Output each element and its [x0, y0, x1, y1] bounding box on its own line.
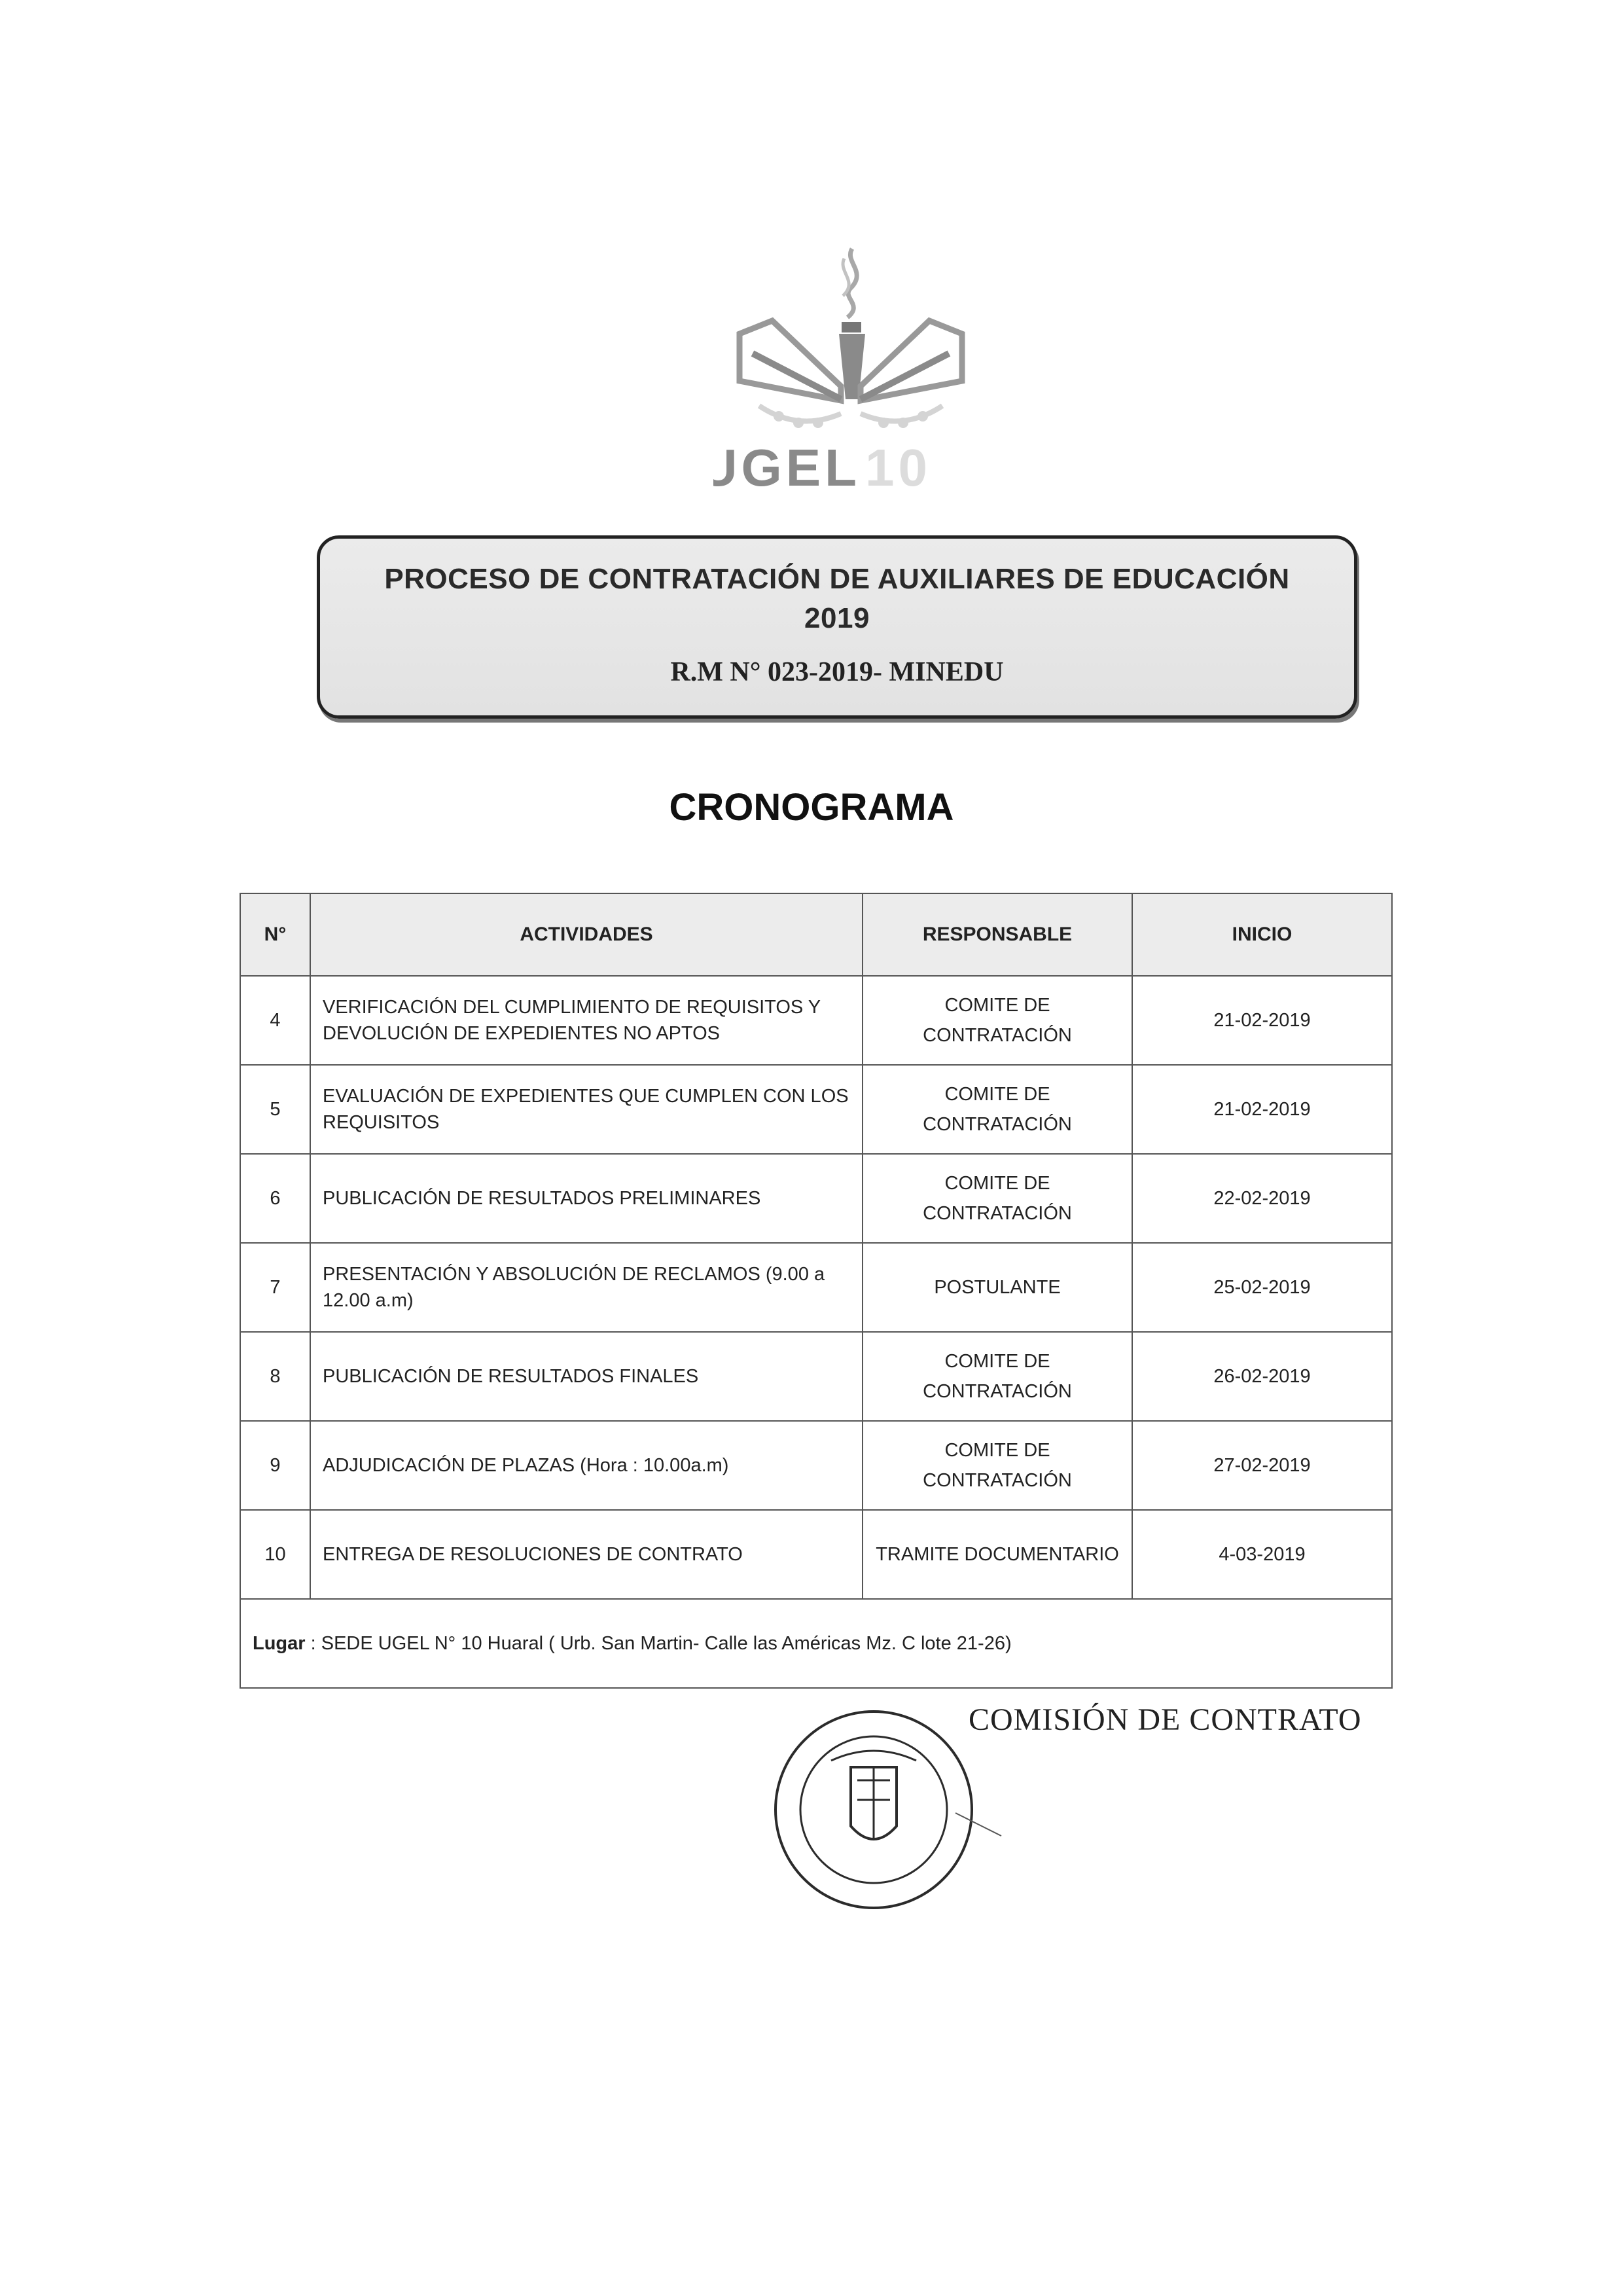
row-start-date: 4-03-2019 — [1132, 1510, 1392, 1599]
logo-text: UGEL — [713, 439, 861, 497]
ugel-logo — [713, 236, 988, 504]
row-start-date: 25-02-2019 — [1132, 1243, 1392, 1332]
row-activity: PRESENTACIÓN Y ABSOLUCIÓN DE RECLAMOS (9.00 a 12.00 a.m) — [310, 1243, 863, 1332]
banner-title — [320, 560, 1354, 638]
row-start-date: 21-02-2019 — [1132, 976, 1392, 1065]
place-value: : SEDE UGEL N° 10 Huaral ( Urb. San Martin- Calle las Américas Mz. C lote 21-26) — [310, 1632, 1012, 1654]
table-row — [240, 1243, 1392, 1332]
row-responsible: COMITE DE CONTRATACIÓN — [863, 1154, 1132, 1243]
row-number: 6 — [240, 1154, 310, 1243]
row-number: 7 — [240, 1243, 310, 1332]
schedule-table — [240, 893, 1393, 1689]
title-banner — [317, 535, 1357, 719]
row-responsible: COMITE DE CONTRATACIÓN — [863, 1332, 1132, 1421]
row-responsible: POSTULANTE — [863, 1243, 1132, 1332]
table-header-row — [240, 893, 1392, 976]
row-activity: VERIFICACIÓN DEL CUMPLIMIENTO DE REQUISITOS Y DEVOLUCIÓN DE EXPEDIENTES NO APTOS — [310, 976, 863, 1065]
row-start-date: 27-02-2019 — [1132, 1421, 1392, 1510]
table-row — [240, 1510, 1392, 1599]
row-number: 10 — [240, 1510, 310, 1599]
row-activity: PUBLICACIÓN DE RESULTADOS FINALES — [310, 1332, 863, 1421]
row-start-date: 22-02-2019 — [1132, 1154, 1392, 1243]
place-label: Lugar — [253, 1632, 306, 1654]
table-row — [240, 976, 1392, 1065]
row-responsible: COMITE DE CONTRATACIÓN — [863, 1065, 1132, 1154]
row-number: 4 — [240, 976, 310, 1065]
row-activity: ENTREGA DE RESOLUCIONES DE CONTRATO — [310, 1510, 863, 1599]
banner-title-year: 2019 — [804, 602, 870, 634]
column-header-responsible: RESPONSABLE — [863, 893, 1132, 976]
place-row — [240, 1599, 1392, 1688]
row-number: 9 — [240, 1421, 310, 1510]
row-responsible: TRAMITE DOCUMENTARIO — [863, 1510, 1132, 1599]
logo-number: 10 — [865, 439, 931, 497]
table-row — [240, 1332, 1392, 1421]
row-number: 8 — [240, 1332, 310, 1421]
page-title: CRONOGRAMA — [669, 786, 954, 829]
row-responsible: COMITE DE CONTRATACIÓN — [863, 976, 1132, 1065]
row-activity: PUBLICACIÓN DE RESULTADOS PRELIMINARES — [310, 1154, 863, 1243]
banner-title-line1: PROCESO DE CONTRATACIÓN DE AUXILIARES DE EDUCACIÓN — [384, 563, 1290, 595]
row-start-date: 21-02-2019 — [1132, 1065, 1392, 1154]
row-activity: ADJUDICACIÓN DE PLAZAS (Hora : 10.00a.m) — [310, 1421, 863, 1510]
book-torch-icon — [713, 236, 988, 504]
table-row — [240, 1065, 1392, 1154]
column-header-activities: ACTIVIDADES — [310, 893, 863, 976]
table-row — [240, 1421, 1392, 1510]
row-responsible: COMITE DE CONTRATACIÓN — [863, 1421, 1132, 1510]
row-number: 5 — [240, 1065, 310, 1154]
column-header-number: N° — [240, 893, 310, 976]
place-cell — [240, 1599, 1392, 1688]
commission-title: COMISIÓN DE CONTRATO — [969, 1702, 1362, 1737]
row-activity: EVALUACIÓN DE EXPEDIENTES QUE CUMPLEN CON LOS REQUISITOS — [310, 1065, 863, 1154]
resolution-number: R.M N° 023-2019- MINEDU — [670, 657, 1004, 687]
row-start-date: 26-02-2019 — [1132, 1332, 1392, 1421]
table-row — [240, 1154, 1392, 1243]
column-header-start: INICIO — [1132, 893, 1392, 976]
